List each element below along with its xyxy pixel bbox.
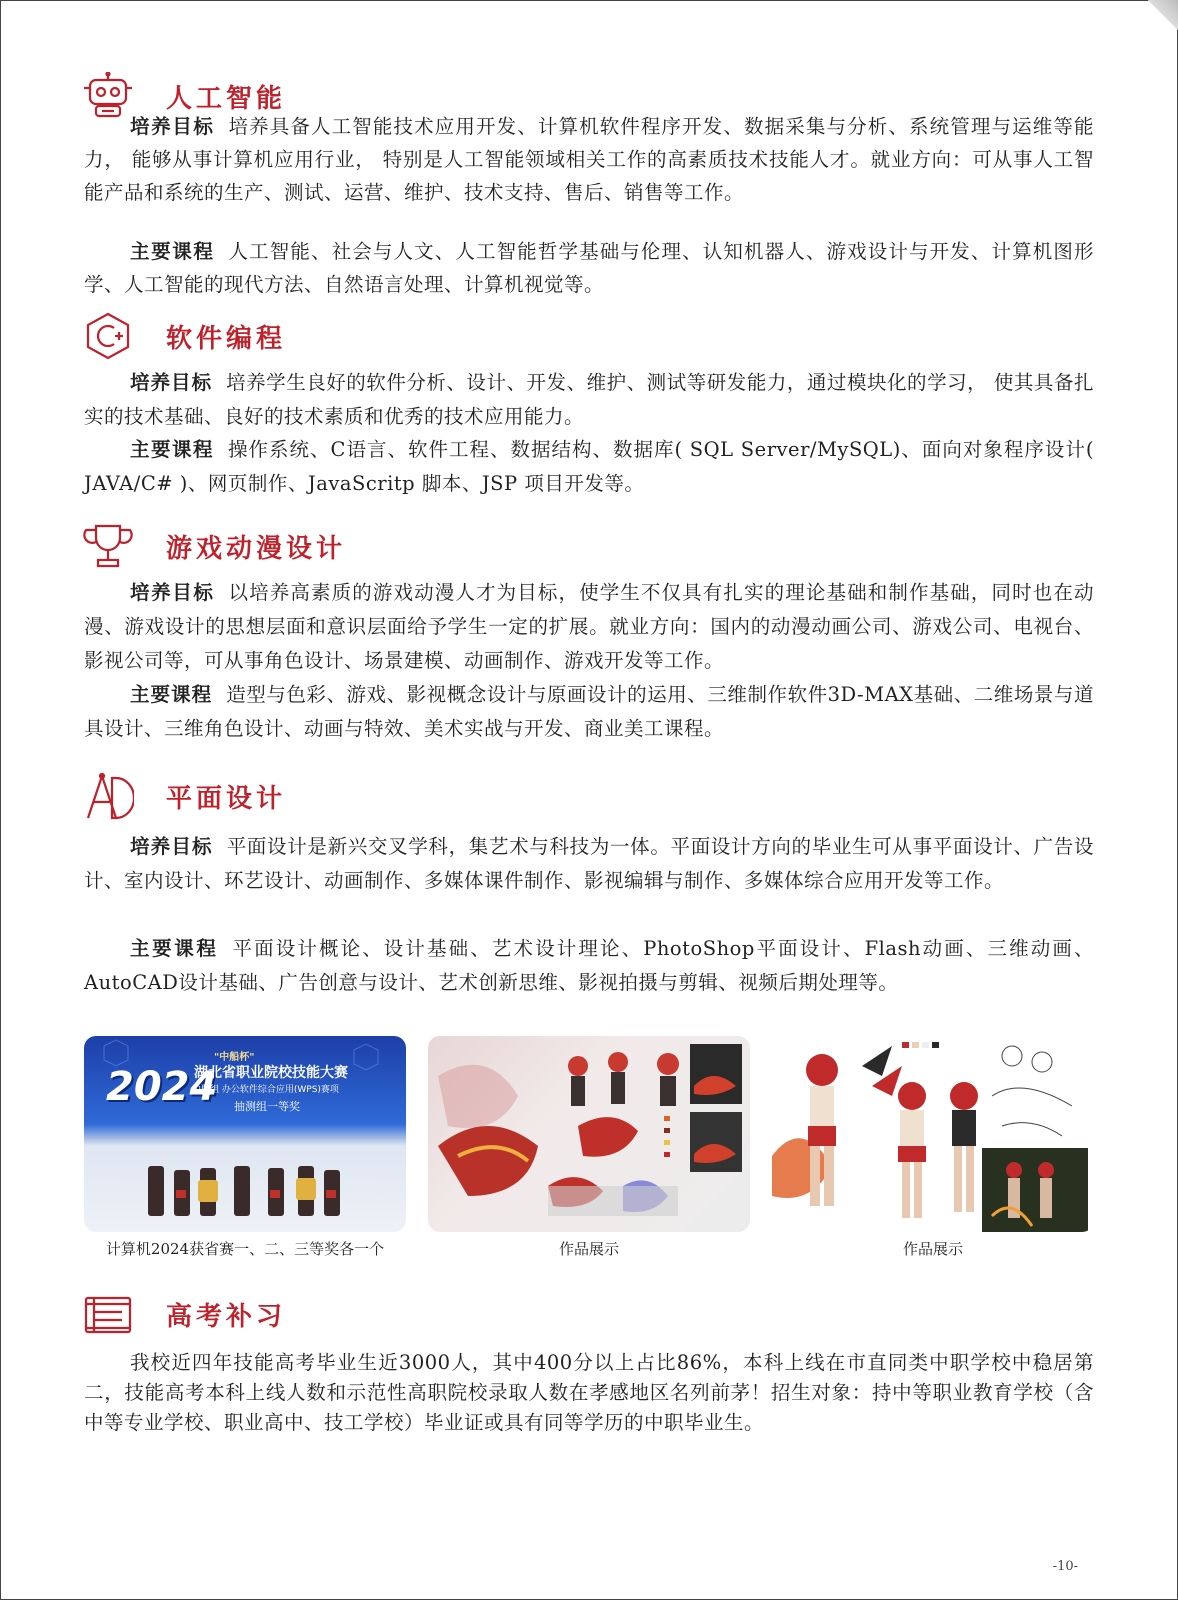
award-photo bbox=[84, 1036, 406, 1232]
trophy-icon bbox=[82, 522, 134, 570]
software-goal-label: 培养目标 bbox=[130, 371, 213, 394]
software-goal-text: 培养学生良好的软件分析、设计、开发、维护、测试等研发能力，通过模块化的学习， 使其具备扎实的技术基础、良好的技术素质和优秀的技术应用能力。 bbox=[84, 371, 1094, 428]
ai-goal-label: 培养目标 bbox=[130, 115, 215, 138]
award-year: 2024 bbox=[106, 1064, 218, 1110]
graphic-course-text: 平面设计概论、设计基础、艺术设计理论、PhotoShop平面设计、Flash动画、三维动画、AutoCAD设计基础、广告创意与设计、艺术创新思维、影视拍摄与剪辑、视频后期处理等。 bbox=[84, 937, 1094, 994]
cpp-hexagon-icon bbox=[82, 312, 134, 360]
game-goal-text: 以培养高素质的游戏动漫人才为目标，使学生不仅具有扎实的理论基础和制作基础，同时也在动漫、游戏设计的思想层面和意识层面给予学生一定的扩展。就业方向：国内的动漫动画公司、游戏公司、电视台、影视公司等，可从事角色设计、场景建模、动画制作、游戏开发等工作。 bbox=[84, 581, 1094, 672]
award-banner-line1: "中船杯" bbox=[214, 1052, 255, 1063]
ai-goal-text: 培养具备人工智能技术应用开发、计算机软件程序开发、数据采集与分析、系统管理与运维等能力， 能够从事计算机应用行业， 特别是人工智能领域相关工作的高素质技术技能人才。就业方向：可从事人工智能产品和系统的生产、测试、运营、维护、技术支持、售后、销售等工作。 bbox=[84, 115, 1094, 204]
graphic-course-paragraph bbox=[84, 932, 1094, 1000]
game-goal-label: 培养目标 bbox=[130, 581, 215, 604]
game-course-label: 主要课程 bbox=[130, 683, 213, 706]
work-photo-2-caption: 作品展示 bbox=[902, 1240, 963, 1258]
award-photo-caption: 计算机2024获省赛一、二、三等奖各一个 bbox=[105, 1240, 385, 1258]
graphic-goal-text: 平面设计是新兴交叉学科，集艺术与科技为一体。平面设计方向的毕业生可从事平面设计、广告设计、室内设计、环艺设计、动画制作、多媒体课件制作、影视编辑与制作、多媒体综合应用开发等工作。 bbox=[84, 835, 1094, 892]
book-icon bbox=[82, 1290, 134, 1338]
software-goal-paragraph bbox=[84, 366, 1094, 434]
award-banner-line2: 湖北省职业院校技能大赛 bbox=[194, 1065, 348, 1081]
page-curl bbox=[1148, 0, 1178, 30]
award-banner-line4: 抽测组一等奖 bbox=[234, 1100, 300, 1113]
page-number: -10- bbox=[1052, 1559, 1078, 1574]
section-title-graphic: 平面设计 bbox=[166, 784, 287, 814]
software-course-text: 操作系统、C语言、软件工程、数据结构、数据库( SQL Server/MySQL)、面向对象程序设计( JAVA/C# )、网页制作、JavaScritp 脚本、JSP 项目开发等。 bbox=[84, 438, 1094, 495]
section-title-ai: 人工智能 bbox=[166, 84, 287, 114]
compass-design-icon bbox=[82, 772, 134, 820]
section-title-exam: 高考补习 bbox=[166, 1302, 287, 1332]
game-course-paragraph bbox=[84, 678, 1094, 746]
graphic-course-label: 主要课程 bbox=[130, 937, 219, 960]
software-course-label: 主要课程 bbox=[130, 438, 215, 461]
ai-course-text: 人工智能、社会与人文、人工智能哲学基础与伦理、认知机器人、游戏设计与开发、计算机图形学、人工智能的现代方法、自然语言处理、计算机视觉等。 bbox=[84, 240, 1094, 296]
software-course-paragraph bbox=[84, 433, 1094, 501]
section-title-game: 游戏动漫设计 bbox=[166, 534, 347, 564]
exam-paragraph: 我校近四年技能高考毕业生近3000人，其中400分以上占比86%，本科上线在市直同类中职学校中稳居第二，技能高考本科上线人数和示范性高职院校录取人数在孝感地区名列前茅！招生对象：持中等职业教育学校（含中等专业学校、职业高中、技工学校）毕业证或具有同等学历的中职毕业生。 bbox=[84, 1351, 1094, 1434]
graphic-goal-label: 培养目标 bbox=[130, 835, 213, 858]
work-photo-2 bbox=[772, 1036, 1094, 1232]
work-photo-1-caption: 作品展示 bbox=[558, 1240, 619, 1258]
game-goal-paragraph bbox=[84, 576, 1094, 678]
section-title-software: 软件编程 bbox=[166, 324, 287, 354]
game-course-text: 造型与色彩、游戏、影视概念设计与原画设计的运用、三维制作软件3D-MAX基础、二维场景与道具设计、三维角色设计、动画与特效、美术实战与开发、商业美工课程。 bbox=[84, 683, 1094, 740]
graphic-goal-paragraph bbox=[84, 830, 1094, 898]
ai-course-paragraph bbox=[84, 235, 1094, 301]
ai-goal-paragraph bbox=[84, 110, 1094, 209]
award-banner-line3: 中职组 办公软件综合应用(WPS)赛项 bbox=[192, 1085, 339, 1095]
ai-course-label: 主要课程 bbox=[130, 240, 215, 263]
work-photo-1 bbox=[428, 1036, 750, 1232]
